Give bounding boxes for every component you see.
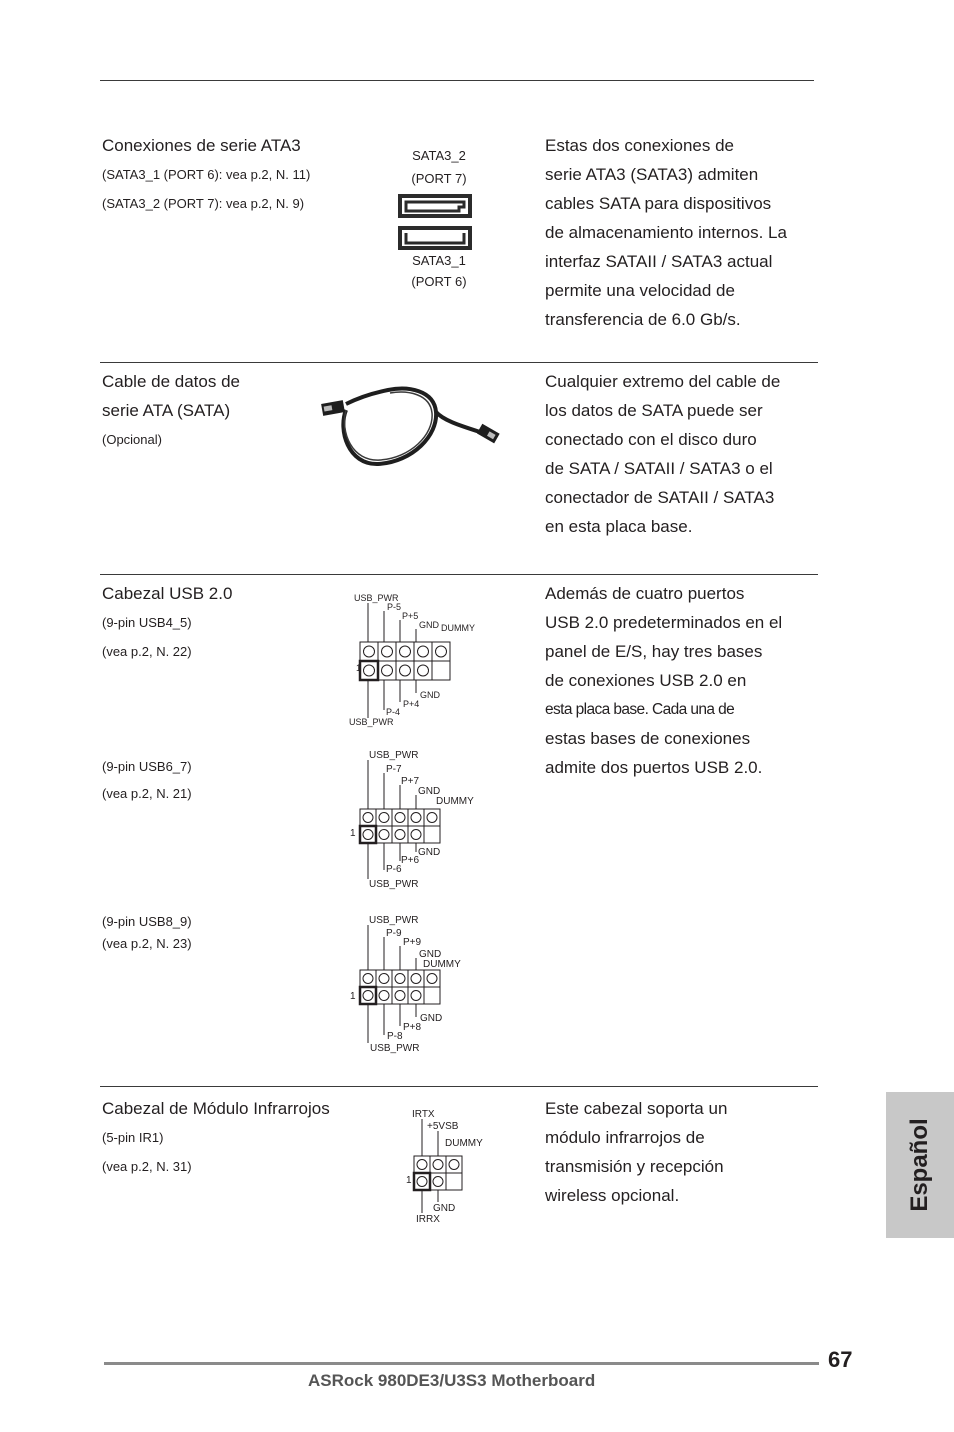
sata3-2-label: SATA3_2 <box>412 148 466 163</box>
desc-line: cables SATA para dispositivos <box>545 194 772 213</box>
sata3-connectors-diagram <box>397 193 475 251</box>
section-divider <box>100 1086 818 1087</box>
sata3-1-connector <box>398 226 472 250</box>
pin-label: GND <box>418 847 441 858</box>
usb-h3-note-1: (9-pin USB8_9) <box>102 914 192 929</box>
section-divider <box>100 574 818 575</box>
desc-line: conectado con el disco duro <box>545 430 757 449</box>
pin-label: GND <box>420 1013 443 1024</box>
pin-label: GND <box>419 949 442 960</box>
language-tab-label: Español <box>906 1118 933 1212</box>
usb-h2-note-2: (vea p.2, N. 21) <box>102 786 192 801</box>
pin-label: DUMMY <box>441 623 475 633</box>
pin-label: P+5 <box>402 611 419 621</box>
desc-line: panel de E/S, hay tres bases <box>545 642 763 661</box>
desc-line: de conexiones USB 2.0 en <box>545 671 747 690</box>
desc-line: Además de cuatro puertos <box>545 584 745 603</box>
pin-label: P-4 <box>386 707 401 717</box>
pin-label: 1 <box>356 663 362 673</box>
pin-label: USB_PWR <box>369 915 419 926</box>
ir-note-2: (vea p.2, N. 31) <box>102 1159 192 1174</box>
pin-label: P-5 <box>387 602 402 612</box>
sata3-1-port-label: (PORT 6) <box>411 274 467 289</box>
desc-line: permite una velocidad de <box>545 281 735 300</box>
pin-label: P+9 <box>403 937 422 948</box>
pin-label: P+8 <box>403 1022 422 1033</box>
ir-description <box>545 1094 825 1210</box>
desc-line: interfaz SATAII / SATA3 actual <box>545 252 773 271</box>
footer-rule <box>104 1362 819 1365</box>
sata-cable-title-1: Cable de datos de <box>102 372 240 391</box>
pin-label: GND <box>433 1203 456 1214</box>
sata-cable-note: (Opcional) <box>102 432 162 447</box>
desc-line: USB 2.0 predeterminados en el <box>545 613 783 632</box>
pin-label: P+7 <box>401 776 420 787</box>
desc-line: de almacenamiento internos. La <box>545 223 787 242</box>
desc-line: transmisión y recepción <box>545 1157 724 1176</box>
usb4-5-header-diagram <box>346 590 486 730</box>
sata-cable-image <box>318 380 503 472</box>
sata3-note-1: (SATA3_1 (PORT 6): vea p.2, N. 11) <box>102 167 311 182</box>
sata3-2-port-label: (PORT 7) <box>411 171 467 186</box>
pin-label: DUMMY <box>445 1138 483 1149</box>
sata3-title: Conexiones de serie ATA3 <box>102 136 301 155</box>
desc-line: serie ATA3 (SATA3) admiten <box>545 165 759 184</box>
pin-label: GND <box>418 786 441 797</box>
usb6-7-header-diagram <box>346 746 486 892</box>
desc-line: los datos de SATA puede ser <box>545 401 763 420</box>
pin-label: +5VSB <box>427 1121 459 1132</box>
pin-label: GND <box>419 620 439 630</box>
pin-label: 1 <box>350 828 356 839</box>
sata3-1-label: SATA3_1 <box>412 253 466 268</box>
sata3-note-2: (SATA3_2 (PORT 7): vea p.2, N. 9) <box>102 196 305 211</box>
desc-line: en esta placa base. <box>545 517 693 536</box>
pin-label: USB_PWR <box>349 717 394 727</box>
pin-label: P-8 <box>387 1031 403 1042</box>
pin-label: P+4 <box>403 699 420 709</box>
language-tab <box>886 1092 954 1238</box>
section-divider <box>100 362 818 363</box>
sata3-description <box>545 131 825 334</box>
pin-label: IRTX <box>412 1109 435 1120</box>
pin-label: USB_PWR <box>369 750 419 761</box>
pin-label: DUMMY <box>423 959 461 970</box>
pin-label: 1 <box>350 991 356 1002</box>
pin-label: P+6 <box>401 855 420 866</box>
pin-label: P-6 <box>386 864 402 875</box>
usb-h3-note-2: (vea p.2, N. 23) <box>102 936 192 951</box>
desc-line: Cualquier extremo del cable de <box>545 372 781 391</box>
desc-line: admite dos puertos USB 2.0. <box>545 758 763 777</box>
top-rule <box>100 80 814 81</box>
page-number: 67 <box>828 1347 853 1372</box>
pin-label: P-7 <box>386 764 402 775</box>
desc-line: esta placa base. Cada una de <box>545 701 735 718</box>
pin-label: P-9 <box>386 928 402 939</box>
ir-title: Cabezal de Módulo Infrarrojos <box>102 1099 330 1118</box>
usb-h1-note-2: (vea p.2, N. 22) <box>102 644 192 659</box>
pin-label: IRRX <box>416 1214 440 1225</box>
desc-line: wireless opcional. <box>545 1186 680 1205</box>
ir-header-diagram <box>398 1100 498 1228</box>
desc-line: de SATA / SATAII / SATA3 o el <box>545 459 773 478</box>
usb-h1-note-1: (9-pin USB4_5) <box>102 615 192 630</box>
desc-line: transferencia de 6.0 Gb/s. <box>545 310 741 329</box>
pin-label: 1 <box>406 1175 412 1186</box>
footer-product-name: ASRock 980DE3/U3S3 Motherboard <box>308 1371 596 1390</box>
desc-line: conectador de SATAII / SATA3 <box>545 488 775 507</box>
usb-title: Cabezal USB 2.0 <box>102 584 233 603</box>
usb8-9-header-diagram <box>346 910 486 1056</box>
pin-label: GND <box>420 690 440 700</box>
sata-cable-description <box>545 367 825 541</box>
sata3-2-connector <box>398 194 472 218</box>
usb-description <box>545 579 825 782</box>
desc-line: módulo infrarrojos de <box>545 1128 705 1147</box>
sata-cable-title-2: serie ATA (SATA) <box>102 401 231 420</box>
usb-h2-note-1: (9-pin USB6_7) <box>102 759 192 774</box>
desc-line: Este cabezal soporta un <box>545 1099 728 1118</box>
pin-label: USB_PWR <box>354 593 399 603</box>
pin-label: USB_PWR <box>369 879 419 890</box>
desc-line: estas bases de conexiones <box>545 729 751 748</box>
pin-label: USB_PWR <box>370 1043 420 1054</box>
ir-note-1: (5-pin IR1) <box>102 1130 164 1145</box>
desc-line: Estas dos conexiones de <box>545 136 735 155</box>
pin-label: DUMMY <box>436 796 474 807</box>
